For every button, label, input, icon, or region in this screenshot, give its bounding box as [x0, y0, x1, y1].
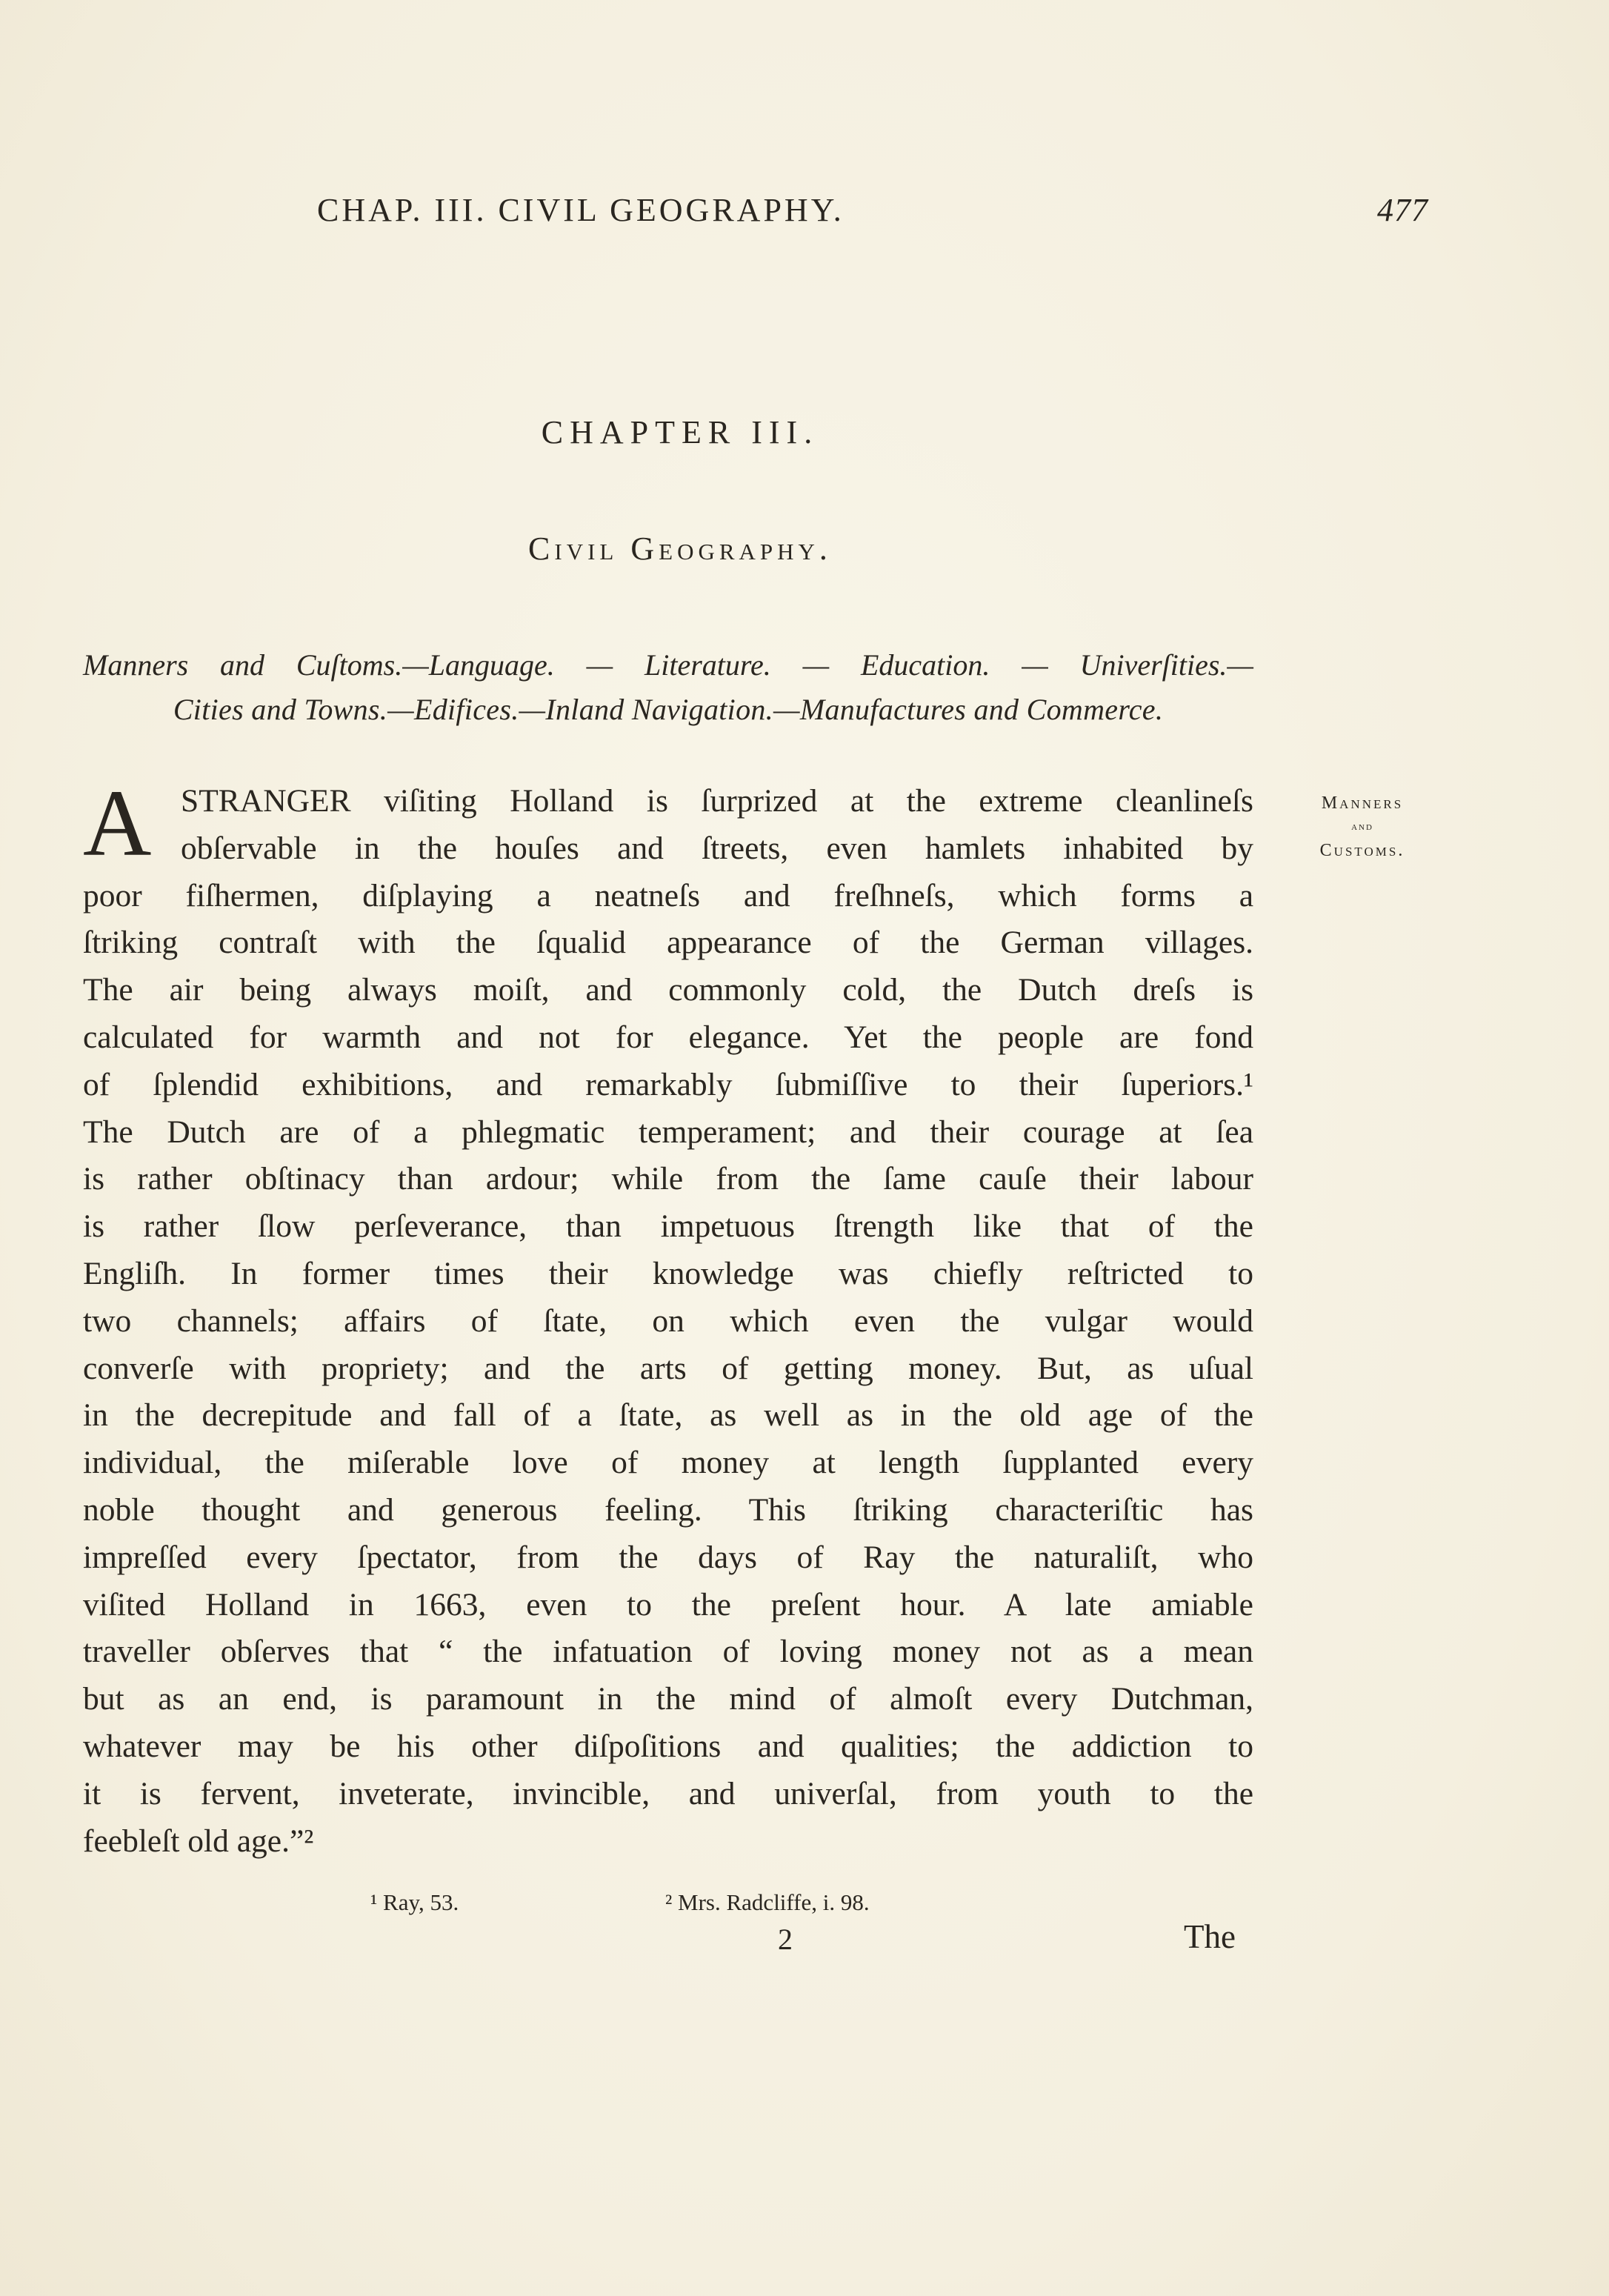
text-line: in the decrepitude and fall of a ſtate, as well as in the old age of the [83, 1397, 1253, 1434]
text-line: obſervable in the houſes and ſtreets, even hamlets inhabited by [181, 830, 1253, 866]
body-text [83, 771, 1253, 1865]
footnote: ² Mrs. Radcliffe, i. 98. [665, 1889, 870, 1915]
footnote: ¹ Ray, 53. [370, 1889, 459, 1915]
chapter-contents [83, 643, 1253, 732]
text-line: impreſſed every ſpectator, from the days of Ray the naturaliſt, who [83, 1539, 1253, 1575]
text-line: whatever may be his other diſpoſitions and qualities; the addiction to [83, 1728, 1253, 1764]
text-line: ſtriking contraſt with the ſqualid appearance of the German villages. [83, 925, 1253, 961]
page-number: 477 [1377, 192, 1428, 228]
margin-note-line: Customs. [1319, 841, 1405, 860]
text-line: traveller obſerves that “ the infatuation of loving money not as a mean [83, 1634, 1253, 1670]
section-heading: Civil Geography. [528, 530, 832, 567]
text-line: is rather obſtinacy than ardour; while from the ſame cauſe their labour [83, 1161, 1253, 1197]
text-line: individual, the miſerable love of money at length ſupplanted every [83, 1445, 1253, 1481]
drop-cap: A [83, 771, 152, 876]
text-line: feebleſt old age.”² [83, 1823, 314, 1859]
text-line: viſited Holland in 1663, even to the preſent hour. A late amiable [83, 1586, 1253, 1623]
text-line: it is fervent, inveterate, invincible, and univerſal, from youth to the [83, 1775, 1253, 1811]
footnotes [370, 1889, 1037, 1919]
text-line: The air being always moiſt, and commonly cold, the Dutch dreſs is [83, 972, 1253, 1008]
text-line: poor fiſhermen, diſplaying a neatneſs and freſhneſs, which forms a [83, 877, 1253, 914]
text-line: of ſplendid exhibitions, and remarkably ſubmiſſive to their ſuperiors.¹ [83, 1066, 1253, 1102]
running-head [317, 191, 1428, 236]
margin-note [1292, 791, 1433, 862]
text-line: two channels; affairs of ſtate, on which even the vulgar would [83, 1302, 1253, 1339]
text-line: The Dutch are of a phlegmatic temperament; and their courage at ſea [83, 1114, 1253, 1150]
chapter-heading: CHAPTER III. [541, 414, 819, 450]
catchword: The [1184, 1918, 1236, 1955]
contents-line: Manners and Cuſtoms.—Language. — Literature. — Education. — Univerſities.— [83, 648, 1253, 682]
contents-line: Cities and Towns.—Edifices.—Inland Navigation.—Manufactures and Commerce. [173, 693, 1164, 726]
text-line: STRANGER viſiting Holland is ſurprized at the extreme cleanlineſs [181, 783, 1253, 819]
text-line: converſe with propriety; and the arts of getting money. But, as uſual [83, 1350, 1253, 1386]
text-line: noble thought and generous feeling. This ſtriking characteriſtic has [83, 1491, 1253, 1528]
margin-note-line: and [1351, 820, 1373, 833]
text-line: is rather ſlow perſeverance, than impetuous ſtrength like that of the [83, 1208, 1253, 1245]
margin-note-line: Manners [1321, 793, 1404, 813]
text-line: but as an end, is paramount in the mind of almoſt every Dutchman, [83, 1681, 1253, 1717]
text-line: Engliſh. In former times their knowledge was chiefly reſtricted to [83, 1255, 1253, 1291]
text-line: calculated for warmth and not for elegance. Yet the people are fond [83, 1019, 1253, 1055]
running-title: CHAP. III. CIVIL GEOGRAPHY. [317, 192, 845, 228]
signature-mark: 2 [778, 1923, 793, 1956]
